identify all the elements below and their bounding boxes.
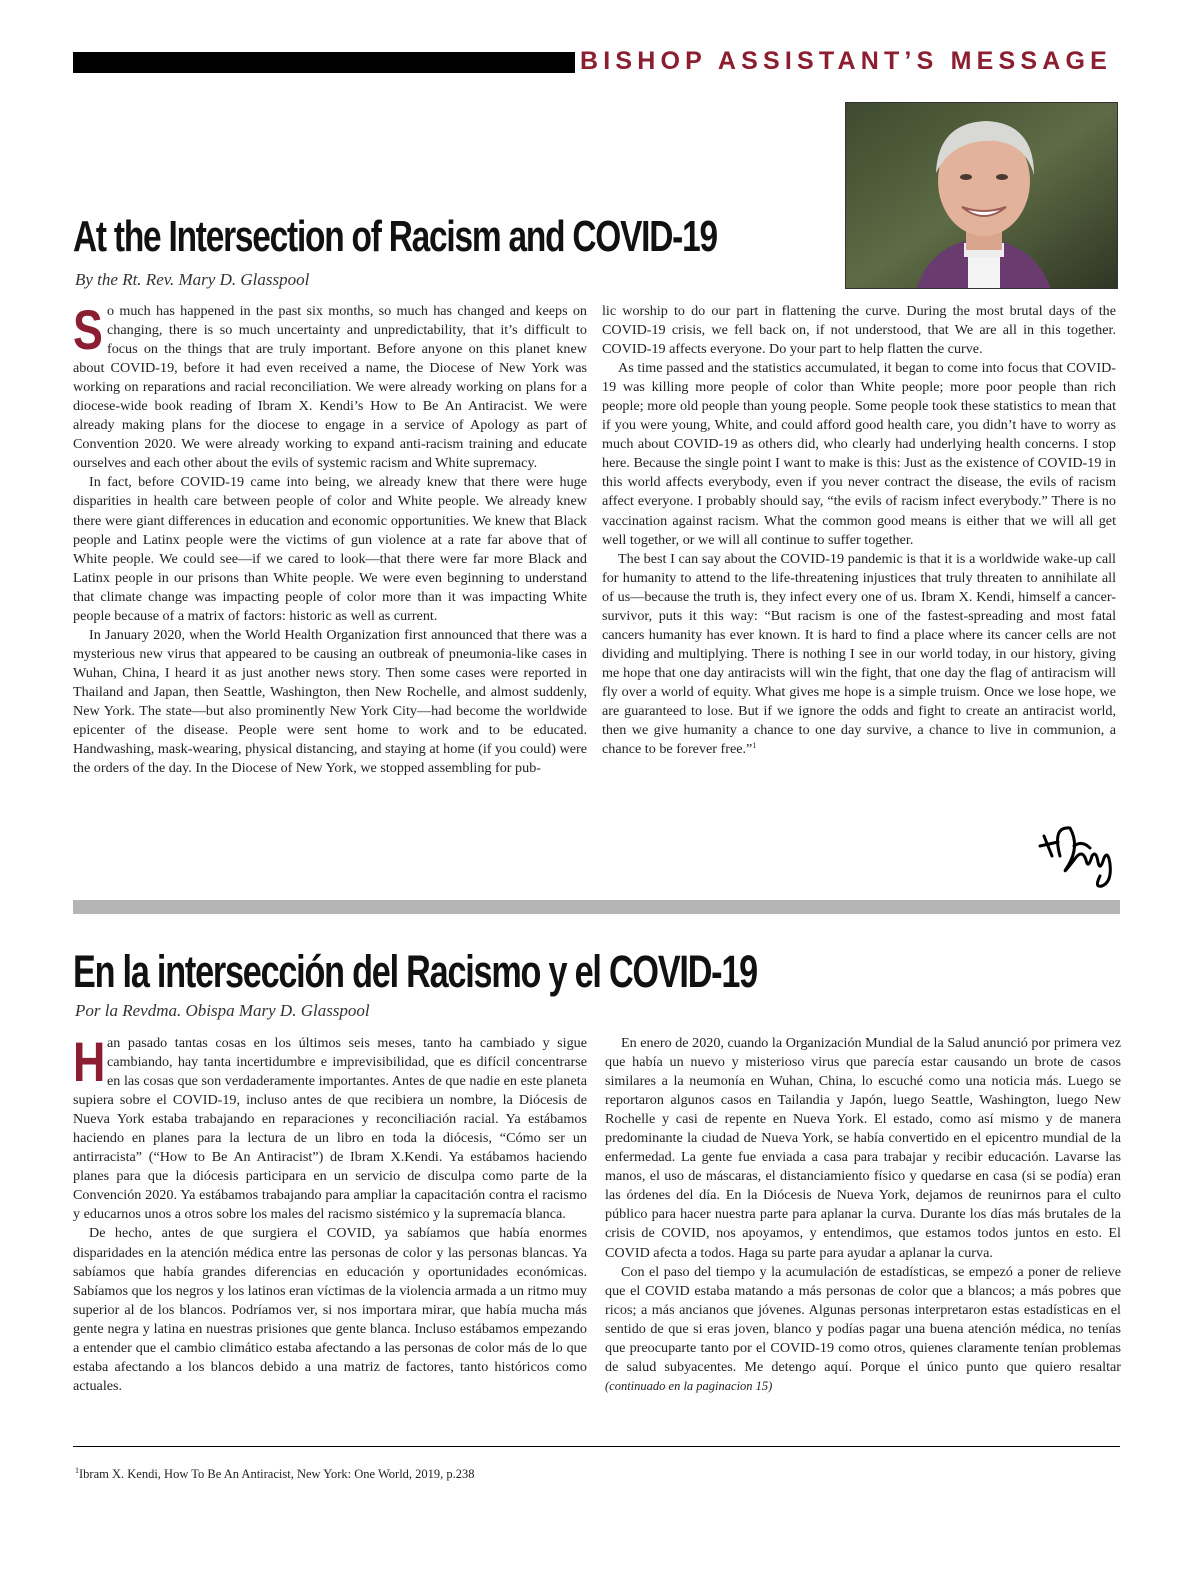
english-paragraph-1-text: o much has happened in the past six months, so much has changed and keeps on changing, there is so much uncertainty and unpredictability, that it’s difficult to focus on the things that are truly important. Before anyone on this planet knew about COVID-19, before it had even received a name, the Diocese of New York was working on reparations and racial reconciliation. We were already working on plans for a diocese-wide book reading of Ibram X. Kendi’s How to Be An Antiracist. We were already making plans for the diocese to engage in a service of Apology as part of Convention 2020. We were already working to expand anti-racism training and educate ourselves and each other about the evils of systemic racism and White supremacy.	[73, 303, 587, 472]
english-paragraph-1	[73, 298, 587, 473]
signature	[1030, 816, 1120, 894]
english-column-left	[73, 298, 587, 778]
footnote-text: Ibram X. Kendi, How To Be An Antiracist, New York: One World, 2019, p.238	[79, 1467, 475, 1481]
continued-note: (continuado en la paginacion 15)	[605, 1378, 773, 1393]
spanish-paragraph-4	[605, 1263, 1121, 1396]
footnote-rule	[73, 1446, 1120, 1447]
drop-cap-english: S	[73, 298, 103, 361]
footnote-marker: 1	[75, 1466, 79, 1475]
english-paragraph-6-text: The best I can say about the COVID-19 pandemic is that it is a worldwide wake-up call for humanity to attend to the life-threatening injustices that truly threaten to annihilate all of us—because the truth is, they infect every one of us. Ibram X. Kendi, himself a cancer-survivor, puts it this way: “But racism is one of the fastest-spreading and most fatal cancers humanity has ever known. It is hard to find a place where its cancer cells are not dividing and multiplying. There is nothing I see in our world today, in our history, giving me hope that one day antiracists will win the fight, that one day the flag of antiracism will fly over a world of equity. What gives me hope is a simple truism. Once we lose hope, we are guaranteed to lose. But if we ignore the odds and fight to create an antiracist world, then we give humanity a chance to one day survive, a chance to live in communion, a chance to be forever free.”	[602, 550, 1116, 758]
spanish-paragraph-1	[73, 1030, 587, 1224]
drop-cap-spanish: H	[73, 1030, 106, 1093]
english-paragraph-2: In fact, before COVID-19 came into being, we already knew that there were huge disparities in health care between people of color and White people. We already knew there were giant differences in education and economic opportunities. We knew that Black people and Latinx people were the victims of gun violence at a rate far above that of White people. We could see—if we cared to look—that there were far more Black and Latinx people in our prisons than White people. We were even beginning to understand that climate change was impacting people of color more than it was impacting White people because of a matrix of factors: historic as well as current.	[73, 474, 587, 624]
english-column-right	[602, 302, 1116, 759]
spanish-column-left	[73, 1030, 587, 1396]
english-paragraph-4: lic worship to do our part in flattening the curve. During the most brutal days of the COVID-19 crisis, we fell back on, if not understood, that We are all in this together. COVID-19 affects everyone. Do your part to help flatten the curve.	[602, 303, 1116, 358]
section-label: BISHOP ASSISTANT’S MESSAGE	[580, 47, 1113, 75]
spanish-paragraph-2: De hecho, antes de que surgiera el COVID, ya sabíamos que había enormes disparidades en la atención médica entre las personas de color y las personas blancas. Ya sabíamos que había grandes diferencias en educación y oportunidades económicas. Sabíamos que los negros y los latinos eran víctimas de la violencia armada a un ritmo muy superior al de los blancos. Podríamos ver, si nos importara mirar, que había mucha más gente negra y latina en nuestras prisiones que gente blanca. Incluso estábamos empezando a entender que el cambio climático estaba afectando a las personas de color más de lo que estaba afectando a los blancos debido a una matriz de factores, tanto históricos como actuales.	[73, 1225, 587, 1394]
article-title-spanish: En la intersección del Racismo y el COVID-19	[73, 946, 757, 997]
author-photo	[845, 102, 1118, 289]
spanish-paragraph-3: En enero de 2020, cuando la Organización Mundial de la Salud anunció por primera vez que había un nuevo y misterioso virus que parecía estar causando un brote de casos similares a la neumonía en Wuhan, China, lo escuché como una noticia más. Luego se reportaron algunos casos en Tailandia y Japón, luego Seattle, Washington, luego New Rochelle y casi de repente en Nueva York. El estado, como así mismo y de manera predominante la ciudad de Nueva York, se había convertido en el epicentro mundial de la enfermedad. La gente fue enviada a casa para trabajar y recibir educación. Lavarse las manos, el uso de máscaras, el distanciamiento físico y quedarse en casa (si se podía) eran las órdenes del día. En la Diócesis de Nueva York, dejamos de reunirnos para el culto público para hacer nuestra parte para aplanar la curva. Durante los días más brutales de la crisis de COVID, nos apoyamos, y entendimos, que estamos todos juntos en esto. El COVID afecta a todos. Haga su parte para ayudar a aplanar la curva.	[605, 1035, 1121, 1261]
english-paragraph-3: In January 2020, when the World Health Organization first announced that there was a mysterious new virus that appeared to be causing an outbreak of pneumonia-like cases in Wuhan, China, I heard it as just another news story. Then some cases were reported in Thailand and Japan, then Seattle, Washington, then New Rochelle, and almost suddenly, New York. The state—but also prominently New York City—had become the worldwide epicenter of the disease. People were sent home to work and to be educated. Handwashing, mask-wearing, physical distancing, and staying at home (if you could) were the orders of the day. In the Diocese of New York, we stopped assembling for pub-	[73, 626, 587, 777]
footnote-reference: 1	[752, 741, 757, 751]
english-paragraph-6	[602, 550, 1116, 760]
header-bar	[73, 52, 575, 73]
spanish-paragraph-4-text: Con el paso del tiempo y la acumulación de estadísticas, se empezó a poner de relieve que el COVID estaba matando a más personas de color que a blancos; a más pobres que ricos; a más ancianos que jóvenes. Algunas personas interpretaron estas estadísticas en el sentido de que si eras joven, blanco y podías pagar una buena atención médica, no tenías que preocuparte tanto por el COVID-19 como otros, quienes claramente tenían problemas de salud subyacentes. Me detengo aquí. Porque el único punto que quiero resaltar	[605, 1263, 1121, 1375]
spanish-paragraph-1-text: an pasado tantas cosas en los últimos seis meses, tanto ha cambiado y sigue cambiando, hay tanta incertidumbre e imprevisibilidad, que es difícil concentrarse en las cosas que son verdaderamente importantes. Antes de que nadie en este planeta supiera sobre el COVID-19, incluso antes de que recibiera un nombre, la Diócesis de Nueva York estaba trabajando en reparaciones y reconciliación racial. Ya estábamos haciendo en planes para la lectura de un libro en toda la diócesis, “Cómo ser un antirracista” (“How to Be An Antiracist”) de Ibram X.Kendi. Ya estábamos haciendo planes para que la diócesis participara en un servicio de disculpa como parte de la Convención 2020. Ya estábamos trabajando para ampliar la capacitación contra el racismo y educarnos unos a otros sobre los males del racismo sistémico y la supremacía blanca.	[73, 1035, 587, 1223]
article-title-english: At the Intersection of Racism and COVID-19	[73, 212, 717, 261]
footnote	[75, 1466, 475, 1482]
byline-spanish: Por la Revdma. Obispa Mary D. Glasspool	[75, 1001, 370, 1020]
section-separator	[73, 900, 1120, 914]
spanish-column-right	[605, 1034, 1121, 1396]
byline-english: By the Rt. Rev. Mary D. Glasspool	[75, 270, 310, 289]
english-paragraph-5: As time passed and the statistics accumulated, it began to come into focus that COVID-19 was killing more people of color than White people; more poor people than rich people; more old people than young people. Some people took these statistics to mean that if you were young, White, and could afford good health care, you didn’t have to worry as much about COVID-19 as others did, who clearly had underlying health concerns. I stop here. Because the single point I want to make is this: Just as the existence of COVID-19 in this world affects everybody, even if you never contract the disease, the evils of racism affect everyone. I probably should say, “the evils of racism infect everybody.” There is no vaccination against racism. What the common good means is either that we will all get well together, or we will all continue to suffer together.	[602, 360, 1116, 548]
